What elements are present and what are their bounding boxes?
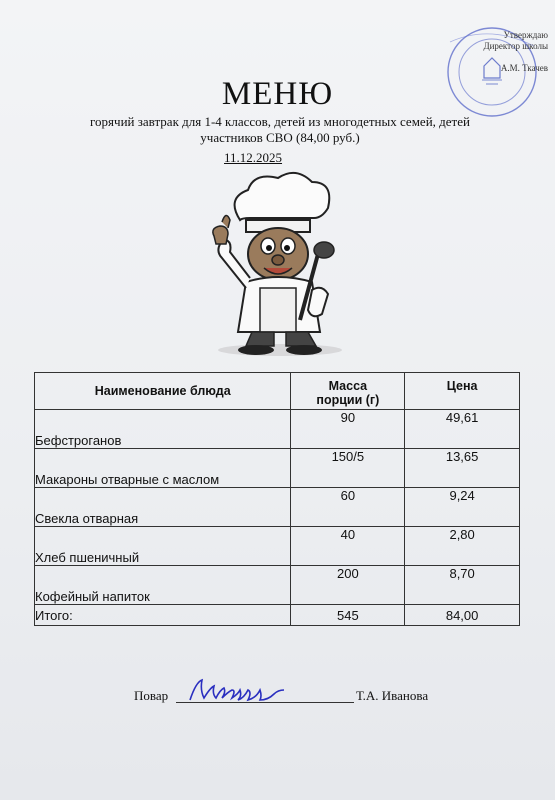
dish-price: 8,70 — [405, 566, 520, 605]
approval-title: Утверждаю — [503, 30, 548, 40]
chef-illustration — [200, 170, 360, 360]
dish-price: 49,61 — [405, 410, 520, 449]
dish-name: Бефстроганов — [35, 410, 291, 449]
total-mass: 545 — [291, 605, 405, 626]
column-header-dish: Наименование блюда — [35, 373, 291, 410]
cook-label: Повар — [134, 688, 169, 703]
dish-price: 9,24 — [405, 488, 520, 527]
total-label: Итого: — [35, 605, 291, 626]
dish-price: 2,80 — [405, 527, 520, 566]
table-row — [35, 410, 520, 449]
page-title: МЕНЮ — [221, 76, 334, 112]
dish-name: Хлеб пшеничный — [35, 527, 291, 566]
page-subtitle — [30, 114, 530, 146]
dish-mass: 40 — [291, 527, 405, 566]
column-header-price: Цена — [405, 373, 520, 410]
cook-name: Т.А. Иванова — [356, 688, 429, 703]
table-header-row — [35, 373, 520, 410]
dish-price: 13,65 — [405, 449, 520, 488]
table-row — [35, 488, 520, 527]
dish-mass: 150/5 — [291, 449, 405, 488]
total-price: 84,00 — [405, 605, 520, 626]
table-row — [35, 566, 520, 605]
dish-mass: 200 — [291, 566, 405, 605]
dish-name: Свекла отварная — [35, 488, 291, 527]
menu-table — [34, 372, 520, 626]
cook-signature-block — [134, 680, 454, 710]
approval-director-name: А.М. Ткачев — [500, 63, 548, 73]
column-header-mass-line1: Масса — [328, 379, 368, 393]
approval-block — [444, 30, 548, 74]
dish-mass: 60 — [291, 488, 405, 527]
dish-mass: 90 — [291, 410, 405, 449]
table-row — [35, 449, 520, 488]
menu-date: 11.12.2025 — [224, 150, 283, 165]
subtitle-line-2: участников СВО (84,00 руб.) — [200, 130, 360, 145]
handwritten-signature — [184, 674, 294, 706]
subtitle-line-1: горячий завтрак для 1-4 классов, детей из многодетных семей, детей — [90, 114, 470, 129]
column-header-mass-line2: порции (г) — [316, 393, 380, 407]
column-header-mass — [291, 373, 405, 410]
total-row — [35, 605, 520, 626]
dish-name: Кофейный напиток — [35, 566, 291, 605]
table-row — [35, 527, 520, 566]
approval-position: Директор школы — [483, 41, 548, 51]
dish-name: Макароны отварные с маслом — [35, 449, 291, 488]
approval-signature-line — [444, 52, 548, 63]
